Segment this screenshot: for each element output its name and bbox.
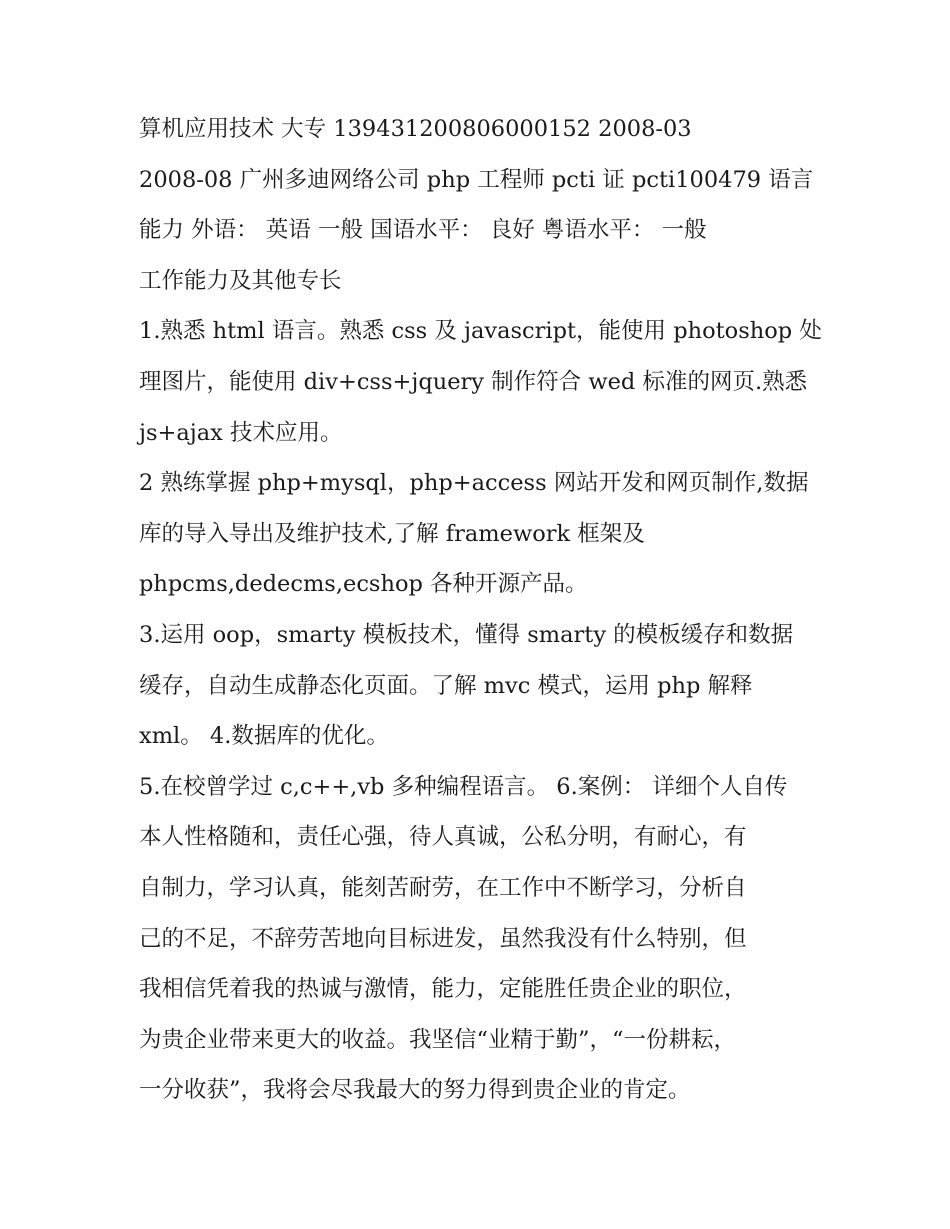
text-line: phpcms,dedecms,ecshop 各种开源产品。 xyxy=(139,571,588,598)
section-heading-skills: 工作能力及其他专长 xyxy=(139,267,342,294)
text-line: js+ajax 技术应用。 xyxy=(139,419,343,446)
text-line-work-experience: 2008-08 广州多迪网络公司 php 工程师 pcti 证 pcti100479 语言 xyxy=(139,166,814,193)
text-line-self-description: 本人性格随和，责任心强，待人真诚，公私分明，有耐心，有 xyxy=(139,824,747,851)
text-line: 5.在校曾学过 c,c++,vb 多种编程语言。 6.案例： 详细个人自传 xyxy=(139,773,788,800)
text-line-language-ability: 能力 外语： 英语 一般 国语水平： 良好 粤语水平： 一般 xyxy=(139,217,707,244)
text-line-self-description: 自制力，学习认真，能刻苦耐劳，在工作中不断学习，分析自 xyxy=(139,874,747,901)
text-line-self-description: 一分收获”，我将会尽我最大的努力得到贵企业的肯定。 xyxy=(139,1077,691,1104)
text-line: 3.运用 oop，smarty 模板技术，懂得 smarty 的模板缓存和数据 xyxy=(139,621,794,648)
text-line: 缓存，自动生成静态化页面。了解 mvc 模式，运用 php 解释 xyxy=(139,672,753,699)
text-line: 库的导入导出及维护技术,了解 framework 框架及 xyxy=(139,520,645,547)
text-line: 1.熟悉 html 语言。熟悉 css 及 javascript，能使用 photoshop 处 xyxy=(139,318,822,345)
text-line-self-description: 为贵企业带来更大的收益。我坚信“业精于勤”，“一份耕耘， xyxy=(139,1026,737,1053)
text-line-self-description: 己的不足，不辞劳苦地向目标进发，虽然我没有什么特别，但 xyxy=(139,925,747,952)
text-line-education: 算机应用技术 大专 139431200806000152 2008-03 xyxy=(139,116,692,142)
text-line: 2 熟练掌握 php+mysql，php+access 网站开发和网页制作,数据 xyxy=(139,470,809,497)
document-body xyxy=(139,104,829,1116)
text-line: 理图片，能使用 div+css+jquery 制作符合 wed 标准的网页.熟悉 xyxy=(139,368,808,395)
text-line-self-description: 我相信凭着我的热诚与激情，能力，定能胜任贵企业的职位， xyxy=(139,976,747,1003)
text-line: xml。 4.数据库的优化。 xyxy=(139,723,389,750)
